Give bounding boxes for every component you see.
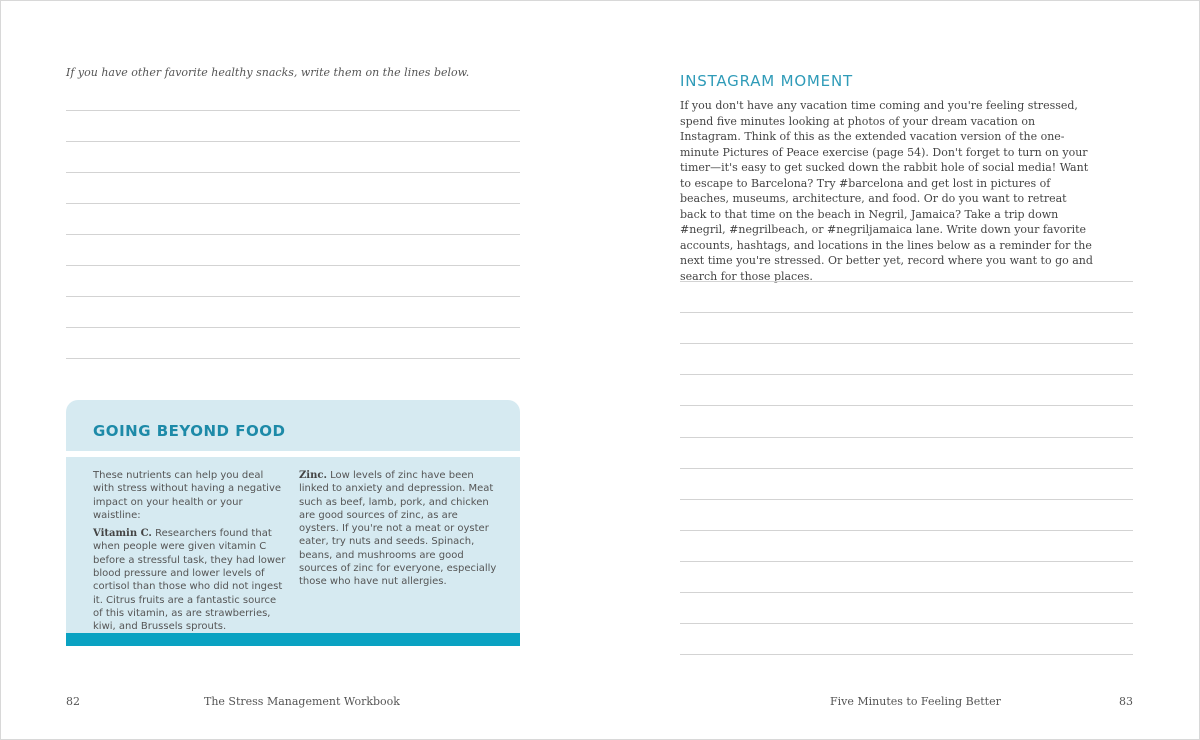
writing-line [680,437,1133,438]
writing-line [680,312,1133,313]
writing-line [680,561,1133,562]
writing-line [66,358,520,359]
writing-line [680,530,1133,531]
writing-line [680,281,1133,282]
writing-line [66,110,520,111]
sidebar-intro: These nutrients can help you deal with stress without having a negative impact on your health or your waistline: [93,470,282,521]
left-running-head: The Stress Management Workbook [204,695,400,708]
vitamin-c-paragraph [93,527,287,633]
snack-instruction: If you have other favorite healthy snacks, write them on the lines below. [66,66,470,79]
writing-line [680,499,1133,500]
left-page-number: 82 [66,695,80,708]
writing-line [66,296,520,297]
zinc-text: Low levels of zinc have been linked to anxiety and depression. Meat such as beef, lamb, pork, and chicken are good sources of zinc, as are oysters. If you're not a meat or oyster eater, try nuts and seeds. Spinach, beans, and mushrooms are good sources of zinc for everyone, especially those who have nut allergies. [299,470,497,588]
right-page [600,0,1200,740]
sidebar-left-column [93,469,287,639]
vitamin-c-term: Vitamin C. [93,528,152,540]
sidebar-header [66,400,520,451]
writing-line [66,203,520,204]
writing-line [680,374,1133,375]
writing-line [680,623,1133,624]
sidebar-right-column [299,469,499,594]
right-running-head: Five Minutes to Feeling Better [830,695,1001,708]
sidebar-body [66,457,520,633]
sidebar-accent-bar [66,633,520,646]
going-beyond-food-sidebar [66,400,520,646]
sidebar-title: GOING BEYOND FOOD [93,422,286,440]
writing-line [680,654,1133,655]
instagram-moment-body: If you don't have any vacation time coming and you're feeling stressed, spend five minutes looking at photos of your dream vacation on Instagram. Think of this as the extended vacation version of the one-minute Pictures of Peace exercise (page 54). Don't forget to turn on your timer—it's easy to get sucked down the rabbit hole of social media! Want to escape to Barcelona? Try #barcelona and get lost in pictures of beaches, museums, architecture, and food. Or do you want to retreat back to that time on the beach in Negril, Jamaica? Take a trip down #negril, #negrilbeach, or #negriljamaica lane. Write down your favorite accounts, hashtags, and locations in the lines below as a reminder for the next time you're stressed. Or better yet, record where you want to go and search for those places. [680,99,1093,283]
writing-line [680,468,1133,469]
right-page-number: 83 [1119,695,1133,708]
writing-line [680,343,1133,344]
zinc-term: Zinc. [299,470,327,481]
writing-line [66,234,520,235]
writing-line [680,592,1133,593]
instagram-moment-heading: INSTAGRAM MOMENT [680,72,853,90]
writing-line [66,141,520,142]
zinc-paragraph [299,469,499,589]
writing-line [66,265,520,266]
writing-line [66,172,520,173]
writing-line [66,327,520,328]
vitamin-c-text: Researchers found that when people were given vitamin C before a stressful task, they had lower blood pressure and lower levels of cortisol than those who did not ingest it. Citrus fruits are a fantastic source of this vitamin, as are strawberries, kiwi, and Brussels sprouts. [93,528,286,633]
writing-line [680,405,1133,406]
